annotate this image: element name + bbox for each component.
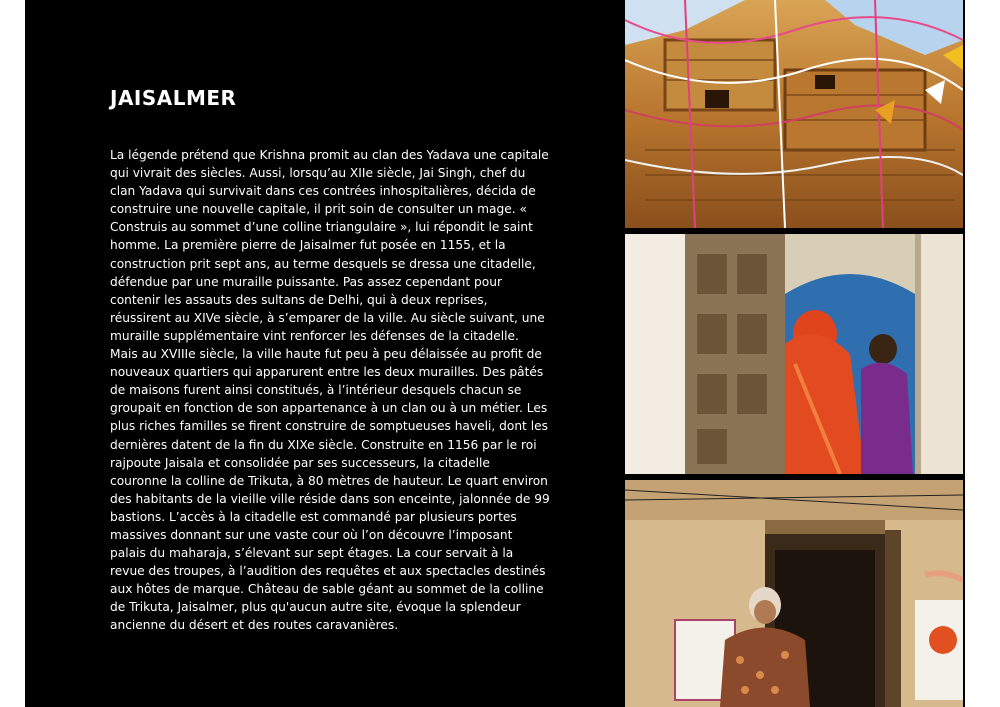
woman-doorway-illustration: [625, 480, 963, 707]
photo-haveli-facade: [625, 0, 963, 228]
text-panel: [25, 0, 623, 707]
article-title: JAISALMER: [110, 86, 237, 110]
haveli-facade-illustration: [625, 0, 963, 228]
photo-column: [623, 0, 965, 707]
photo-woman-doorway: [625, 480, 963, 707]
door-women-illustration: [625, 234, 963, 474]
photo-door-women: [625, 234, 963, 474]
article-body: La légende prétend que Krishna promit au clan des Yadava une capitale qui vivrait des siècles. Aussi, lorsqu’au XIIe siècle, Jai Singh, chef du clan Yadava qui survivait dans ces contrées inhospitalières, décida de construire une nouvelle capitale, il prit soin de consulter un mage. « Construis au sommet d’une colline triangulaire », lui répondit le saint homme. La première pierre de Jaisalmer fut posée en 1155, et la construction prit sept ans, au terme desquels se dressa une citadelle, défendue par une muraille puissante. Pas assez cependant pour contenir les assauts des sultans de Delhi, qui à deux reprises, réussirent au XIVe siècle, à s’emparer de la ville. Au siècle suivant, une muraille supplémentaire vint renforcer les défenses de la citadelle. Mais au XVIIIe siècle, la ville haute fut peu à peu délaissée au profit de nouveaux quartiers qui apparurent entre les deux murailles. Des pâtés de maisons furent ainsi constitués, à l’intérieur desquels chacun se groupait en fonction de son appartenance à un clan ou à un métier. Les plus riches familles se firent construire de somptueuses haveli, dont les dernières datent de la fin du XIXe siècle. Construite en 1156 par le roi rajpoute Jaisala et consolidée par ses successeurs, la citadelle couronne la colline de Trikuta, à 80 mètres de hauteur. Le quart environ des habitants de la vieille ville réside dans son enceinte, jalonnée de 99 bastions. L’accès à la citadelle est commandé par plusieurs portes massives donnant sur une vaste cour où l’on découvre l’imposant palais du maharaja, s’élevant sur sept étages. La cour servait à la revue des troupes, à l’audition des requêtes et aux spectacles destinés aux hôtes de marque. Château de sable géant au sommet de la colline de Trikuta, Jaisalmer, plus qu'aucun autre site, évoque la splendeur ancienne du désert et des routes caravanières.: [110, 148, 550, 633]
page: [25, 0, 965, 707]
